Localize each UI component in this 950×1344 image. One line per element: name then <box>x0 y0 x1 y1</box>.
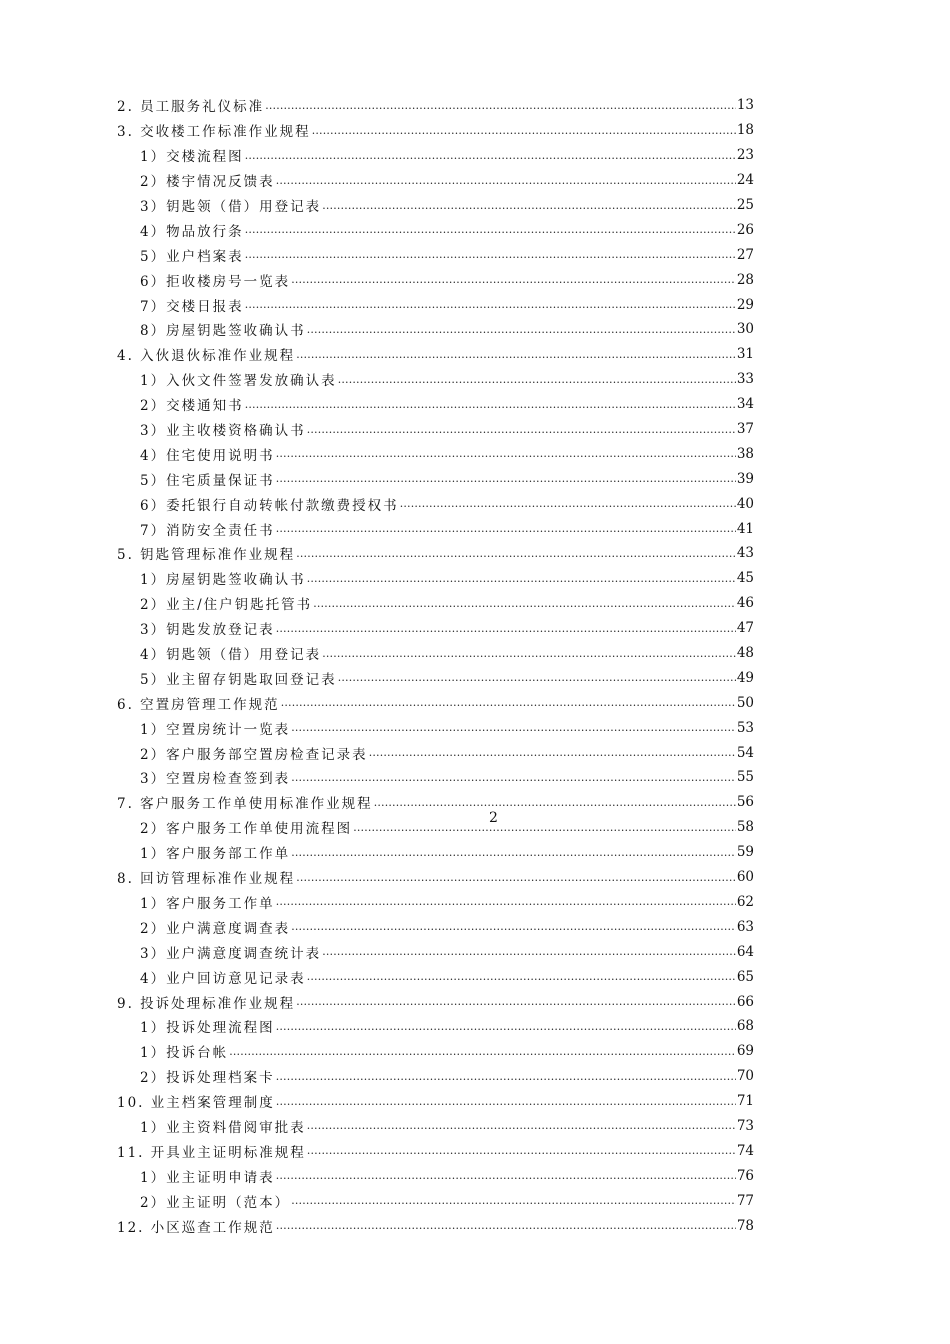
toc-entry-title: 11. 开具业主证明标准规程 <box>117 1144 306 1161</box>
toc-entry-title: 8）房屋钥匙签收确认书 <box>140 323 306 340</box>
toc-entry-page: 43 <box>736 545 754 562</box>
toc-entry-page: 69 <box>736 1043 754 1060</box>
toc-entry-page: 53 <box>736 719 754 736</box>
toc-leader-dots <box>291 846 736 859</box>
toc-entry-page: 24 <box>736 172 754 189</box>
toc-entry-title: 2）业户满意度调查表 <box>140 920 291 937</box>
toc-entry <box>117 1089 754 1114</box>
toc-leader-dots <box>276 174 736 187</box>
toc-entry-page: 40 <box>736 495 754 512</box>
toc-entry <box>117 790 754 815</box>
toc-entry-title: 7. 客户服务工作单使用标准作业规程 <box>117 796 373 813</box>
toc-leader-dots <box>291 273 736 286</box>
toc-leader-dots <box>313 597 736 610</box>
toc-entry-title: 1）投诉处理流程图 <box>140 1020 275 1037</box>
toc-entry <box>117 690 754 715</box>
toc-entry-page: 68 <box>736 1018 754 1035</box>
toc-leader-dots <box>322 647 736 660</box>
toc-subentry <box>117 740 754 765</box>
toc-entry-page: 49 <box>736 669 754 686</box>
toc-entry-title: 5）住宅质量保证书 <box>140 472 275 489</box>
toc-subentry <box>117 1188 754 1213</box>
toc-subentry <box>117 1064 754 1089</box>
toc-entry <box>117 1213 754 1238</box>
toc-entry-page: 74 <box>736 1142 754 1159</box>
toc-entry-page: 37 <box>736 421 754 438</box>
toc-leader-dots <box>307 1144 736 1157</box>
toc-entry-title: 1）业主资料借阅审批表 <box>140 1119 306 1136</box>
toc-entry-title: 1）交楼流程图 <box>140 149 244 166</box>
toc-subentry <box>117 417 754 442</box>
toc-entry-page: 25 <box>736 197 754 213</box>
toc-subentry <box>117 466 754 491</box>
toc-subentry <box>117 1014 754 1039</box>
toc-subentry <box>117 591 754 616</box>
toc-leader-dots <box>400 497 736 510</box>
toc-leader-dots <box>296 547 736 560</box>
toc-entry-page: 70 <box>736 1068 754 1085</box>
toc-entry-page: 77 <box>736 1192 754 1209</box>
toc-entry-title: 2）交楼通知书 <box>140 398 244 415</box>
toc-subentry <box>117 242 754 267</box>
toc-entry-title: 2）业主/住户钥匙托管书 <box>140 597 313 614</box>
toc-subentry <box>117 1163 754 1188</box>
toc-entry-page: 50 <box>736 694 754 711</box>
toc-entry-title: 2）业主证明（范本） <box>140 1194 291 1211</box>
toc-entry <box>117 541 754 566</box>
toc-leader-dots <box>245 398 736 411</box>
toc-entry-page: 33 <box>736 371 754 388</box>
toc-leader-dots <box>276 447 736 460</box>
toc-entry-page: 34 <box>736 396 754 413</box>
toc-entry-title: 1）业主证明申请表 <box>140 1169 275 1186</box>
toc-entry-page: 60 <box>736 869 754 886</box>
toc-leader-dots <box>245 223 736 236</box>
toc-subentry <box>117 441 754 466</box>
toc-entry <box>117 989 754 1014</box>
toc-entry-page: 30 <box>736 321 754 338</box>
toc-entry-title: 2）楼宇情况反馈表 <box>140 174 275 191</box>
toc-entry-title: 12. 小区巡查工作规范 <box>117 1219 275 1236</box>
toc-leader-dots <box>245 149 736 162</box>
toc-leader-dots <box>307 1119 736 1132</box>
toc-leader-dots <box>276 1219 736 1232</box>
toc-subentry <box>117 566 754 591</box>
toc-leader-dots <box>338 373 736 386</box>
toc-entry-page: 23 <box>736 147 754 164</box>
toc-entry-title: 3. 交收楼工作标准作业规程 <box>117 124 311 141</box>
toc-entry <box>117 1138 754 1163</box>
toc-entry-title: 3）业主收楼资格确认书 <box>140 423 306 440</box>
toc-entry-title: 4）业户回访意见记录表 <box>140 970 306 987</box>
toc-entry-page: 56 <box>736 794 754 811</box>
toc-entry-title: 5）业户档案表 <box>140 248 244 265</box>
toc-entry-page: 59 <box>736 844 754 861</box>
toc-leader-dots <box>265 99 736 112</box>
toc-entry-title: 3）业户满意度调查统计表 <box>140 945 322 962</box>
toc-subentry <box>117 641 754 666</box>
toc-entry-page: 41 <box>736 520 754 537</box>
toc-leader-dots <box>276 895 736 908</box>
toc-entry-page: 55 <box>736 769 754 786</box>
toc-entry-title: 1）投诉台帐 <box>140 1045 229 1062</box>
toc-leader-dots <box>307 572 736 585</box>
toc-entry-page: 27 <box>736 246 754 263</box>
toc-subentry <box>117 1039 754 1064</box>
toc-entry-page: 38 <box>736 445 754 462</box>
toc-leader-dots <box>307 323 736 336</box>
toc-entry-title: 5）业主留存钥匙取回登记表 <box>140 671 337 688</box>
toc-entry-page: 64 <box>736 943 754 960</box>
toc-entry-page: 29 <box>736 296 754 313</box>
toc-entry-page: 47 <box>736 620 754 637</box>
toc-entry-title: 3）钥匙发放登记表 <box>140 622 275 639</box>
toc-entry-title: 8. 回访管理标准作业规程 <box>117 871 296 888</box>
toc-leader-dots <box>322 945 736 958</box>
toc-leader-dots <box>245 248 736 261</box>
toc-leader-dots <box>353 821 736 834</box>
toc-entry-title: 2）投诉处理档案卡 <box>140 1070 275 1087</box>
table-of-contents <box>117 93 754 1238</box>
toc-subentry <box>117 815 754 840</box>
toc-entry-title: 3）钥匙领（借）用登记表 <box>140 199 322 215</box>
toc-subentry <box>117 193 754 218</box>
toc-entry-title: 7）交楼日报表 <box>140 298 244 315</box>
toc-subentry <box>117 392 754 417</box>
toc-entry <box>117 865 754 890</box>
toc-subentry <box>117 1114 754 1139</box>
toc-entry-page: 71 <box>736 1093 754 1110</box>
toc-entry-page: 28 <box>736 271 754 288</box>
toc-entry-title: 4）物品放行条 <box>140 223 244 240</box>
toc-leader-dots <box>291 721 736 734</box>
toc-entry-page: 39 <box>736 470 754 487</box>
toc-entry-page: 62 <box>736 893 754 910</box>
toc-entry-page: 26 <box>736 221 754 238</box>
toc-subentry <box>117 715 754 740</box>
toc-leader-dots <box>369 746 736 759</box>
toc-leader-dots <box>276 472 736 485</box>
toc-leader-dots <box>276 1169 736 1182</box>
toc-leader-dots <box>245 298 736 311</box>
toc-leader-dots <box>374 796 736 809</box>
toc-entry-page: 45 <box>736 570 754 587</box>
toc-entry-page: 58 <box>736 819 754 836</box>
toc-subentry <box>117 890 754 915</box>
toc-leader-dots <box>276 1095 736 1108</box>
toc-leader-dots <box>229 1045 736 1058</box>
toc-entry <box>117 118 754 143</box>
toc-leader-dots <box>281 696 736 709</box>
toc-leader-dots <box>291 771 736 784</box>
toc-subentry <box>117 914 754 939</box>
toc-entry-title: 2. 员工服务礼仪标准 <box>117 99 265 116</box>
toc-subentry <box>117 292 754 317</box>
toc-subentry <box>117 765 754 790</box>
toc-subentry <box>117 964 754 989</box>
toc-subentry <box>117 267 754 292</box>
toc-subentry <box>117 367 754 392</box>
toc-entry-page: 46 <box>736 595 754 612</box>
toc-subentry <box>117 168 754 193</box>
toc-entry-title: 1）客户服务工作单 <box>140 895 275 912</box>
toc-entry-page: 18 <box>736 122 754 139</box>
toc-entry-title: 6）拒收楼房号一览表 <box>140 273 291 290</box>
toc-subentry <box>117 491 754 516</box>
toc-entry-title: 6）委托银行自动转帐付款缴费授权书 <box>140 497 399 514</box>
toc-subentry <box>117 616 754 641</box>
toc-entry-title: 4）住宅使用说明书 <box>140 447 275 464</box>
toc-subentry <box>117 939 754 964</box>
toc-leader-dots <box>276 622 736 635</box>
toc-entry-page: 48 <box>736 645 754 662</box>
toc-entry-page: 76 <box>736 1167 754 1184</box>
toc-entry-title: 10. 业主档案管理制度 <box>117 1095 275 1112</box>
toc-entry-title: 2）客户服务工作单使用流程图 <box>140 821 353 838</box>
toc-leader-dots <box>338 671 736 684</box>
toc-subentry <box>117 217 754 242</box>
toc-leader-dots <box>291 920 736 933</box>
toc-entry-title: 4）钥匙领（借）用登记表 <box>140 647 322 664</box>
page-number: 2 <box>489 810 498 826</box>
toc-entry-page: 13 <box>736 97 754 114</box>
toc-subentry <box>117 143 754 168</box>
toc-entry-title: 2）客户服务部空置房检查记录表 <box>140 746 368 763</box>
toc-leader-dots <box>291 1194 736 1207</box>
toc-entry <box>117 93 754 118</box>
toc-entry-title: 1）入伙文件签署发放确认表 <box>140 373 337 390</box>
toc-entry-title: 3）空置房检查签到表 <box>140 771 291 788</box>
toc-entry <box>117 342 754 367</box>
toc-entry-page: 65 <box>736 968 754 985</box>
toc-leader-dots <box>296 871 736 884</box>
toc-entry-page: 78 <box>736 1217 754 1234</box>
toc-leader-dots <box>307 970 736 983</box>
toc-leader-dots <box>322 199 736 212</box>
toc-entry-page: 66 <box>736 993 754 1010</box>
toc-entry-page: 73 <box>736 1117 754 1134</box>
toc-leader-dots <box>312 124 736 137</box>
toc-entry-title: 6. 空置房管理工作规范 <box>117 696 280 713</box>
toc-entry-page: 54 <box>736 744 754 761</box>
toc-leader-dots <box>276 522 736 535</box>
toc-leader-dots <box>307 423 736 436</box>
toc-entry-title: 1）空置房统计一览表 <box>140 721 291 738</box>
toc-subentry <box>117 317 754 342</box>
toc-leader-dots <box>296 348 736 361</box>
toc-entry-title: 1）房屋钥匙签收确认书 <box>140 572 306 589</box>
toc-entry-page: 63 <box>736 918 754 935</box>
toc-entry-title: 9. 投诉处理标准作业规程 <box>117 995 296 1012</box>
toc-entry-title: 5. 钥匙管理标准作业规程 <box>117 547 296 564</box>
toc-entry-title: 4. 入伙退伙标准作业规程 <box>117 348 296 365</box>
toc-entry-title: 7）消防安全责任书 <box>140 522 275 539</box>
toc-subentry <box>117 665 754 690</box>
toc-leader-dots <box>276 1020 736 1033</box>
toc-leader-dots <box>296 995 736 1008</box>
toc-subentry <box>117 840 754 865</box>
toc-leader-dots <box>276 1070 736 1083</box>
toc-entry-title: 1）客户服务部工作单 <box>140 846 291 863</box>
toc-subentry <box>117 516 754 541</box>
toc-entry-page: 31 <box>736 346 754 363</box>
